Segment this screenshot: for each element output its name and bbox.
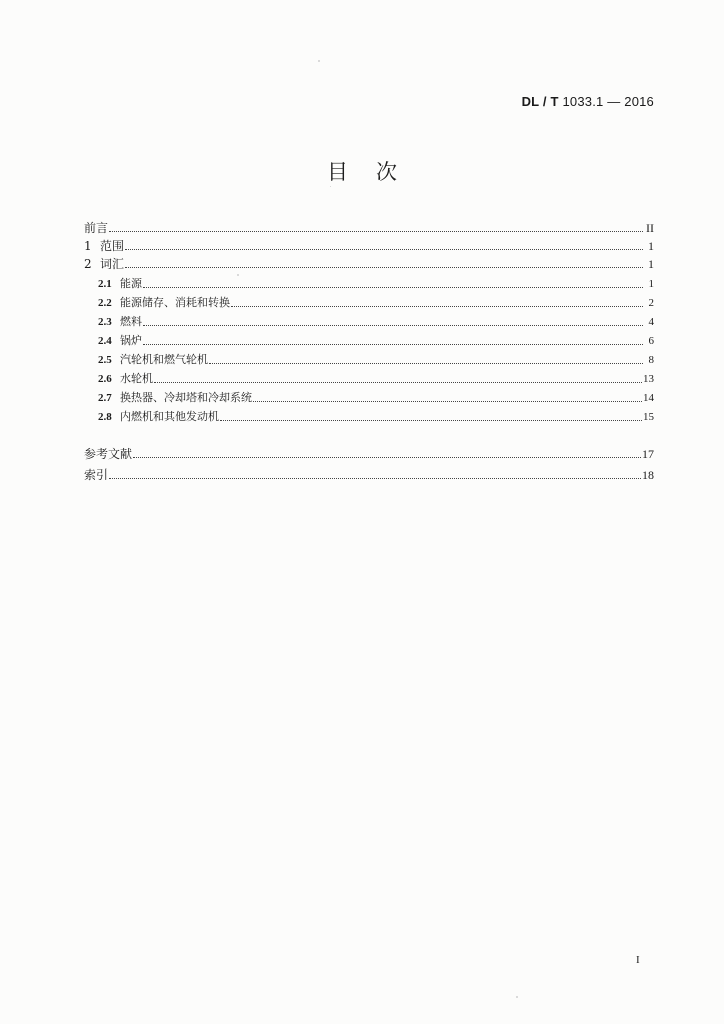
toc-entry-label: 内燃机和其他发动机 (120, 410, 219, 423)
toc-entry-number: 2.1 (98, 278, 112, 290)
toc-entry-page: 1 (648, 257, 654, 271)
toc-entry-2-4[interactable] (98, 333, 654, 349)
toc-title: 目次 (327, 160, 425, 184)
toc-entry-number: 2.8 (98, 411, 112, 423)
leader-dots (253, 400, 642, 402)
standard-year: 1033.1 — 2016 (562, 94, 654, 109)
toc-entry-label: 换热器、冷却塔和冷却系统 (120, 391, 252, 404)
toc-entry-label: 水轮机 (120, 372, 153, 385)
toc-entry-2-8[interactable] (98, 409, 654, 425)
toc-entry-label: 索引 (84, 468, 109, 482)
toc-entry-label: 锅炉 (120, 334, 142, 347)
toc-entry-2-6[interactable] (98, 371, 654, 387)
toc-entry-label: 燃料 (120, 315, 142, 328)
leader-dots (209, 362, 643, 364)
standard-code: DL / T (521, 94, 559, 109)
leader-dots (220, 419, 642, 421)
toc-entry-number: 2.2 (98, 297, 112, 309)
leader-dots (231, 305, 643, 307)
toc-entry-foreword[interactable] (84, 220, 654, 236)
toc-entry-page: 6 (648, 335, 654, 347)
toc-entry-label: 词汇 (100, 257, 125, 271)
toc-entry-number: 1 (84, 239, 92, 253)
toc-entry-number: 2.5 (98, 354, 112, 366)
toc-entry-2-3[interactable] (98, 314, 654, 330)
toc-entry-2-2[interactable] (98, 295, 654, 311)
toc-entry-number: 2.7 (98, 392, 112, 404)
toc-entry-label: 参考文献 (84, 447, 133, 461)
leader-dots (133, 456, 641, 458)
toc-entry-page: 1 (648, 278, 654, 290)
toc-entry-page: II (646, 221, 654, 235)
toc-entry-number: 2.4 (98, 335, 112, 347)
scan-speck (516, 996, 518, 998)
leader-dots (143, 286, 643, 288)
toc-entry-page: 1 (648, 239, 654, 253)
toc-entry-page: 15 (643, 411, 654, 423)
toc-entry-label: 汽轮机和燃气轮机 (120, 353, 208, 366)
toc-entry-index[interactable] (84, 467, 654, 483)
scan-speck (330, 186, 331, 187)
toc-entry-page: 13 (643, 373, 654, 385)
scan-speck (237, 274, 239, 276)
toc-entry-label: 前言 (84, 221, 109, 235)
toc-entry-label: 能源储存、消耗和转换 (120, 296, 230, 309)
standard-number (522, 94, 654, 109)
page-number: I (636, 954, 640, 966)
toc-entry-2-1[interactable] (98, 276, 654, 292)
toc-entry-page: 4 (648, 316, 654, 328)
leader-dots (109, 477, 641, 479)
leader-dots (125, 266, 643, 268)
leader-dots (109, 230, 643, 232)
toc-entry-vocabulary[interactable] (84, 256, 654, 272)
toc-entry-2-7[interactable] (98, 390, 654, 406)
toc-entry-label: 范围 (100, 239, 125, 253)
toc-entry-number: 2 (84, 257, 92, 271)
toc-entry-page: 2 (648, 297, 654, 309)
leader-dots (154, 381, 642, 383)
toc-entry-page: 8 (648, 354, 654, 366)
toc-entry-page: 18 (642, 468, 654, 482)
toc-entry-references[interactable] (84, 446, 654, 462)
toc-entry-2-5[interactable] (98, 352, 654, 368)
toc-entry-label: 能源 (120, 277, 142, 290)
toc-entry-scope[interactable] (84, 238, 654, 254)
toc-entry-page: 14 (643, 392, 654, 404)
leader-dots (143, 343, 643, 345)
toc-entry-number: 2.3 (98, 316, 112, 328)
scan-speck (318, 60, 320, 62)
leader-dots (143, 324, 643, 326)
leader-dots (125, 248, 643, 250)
toc-entry-number: 2.6 (98, 373, 112, 385)
toc-entry-page: 17 (642, 447, 654, 461)
